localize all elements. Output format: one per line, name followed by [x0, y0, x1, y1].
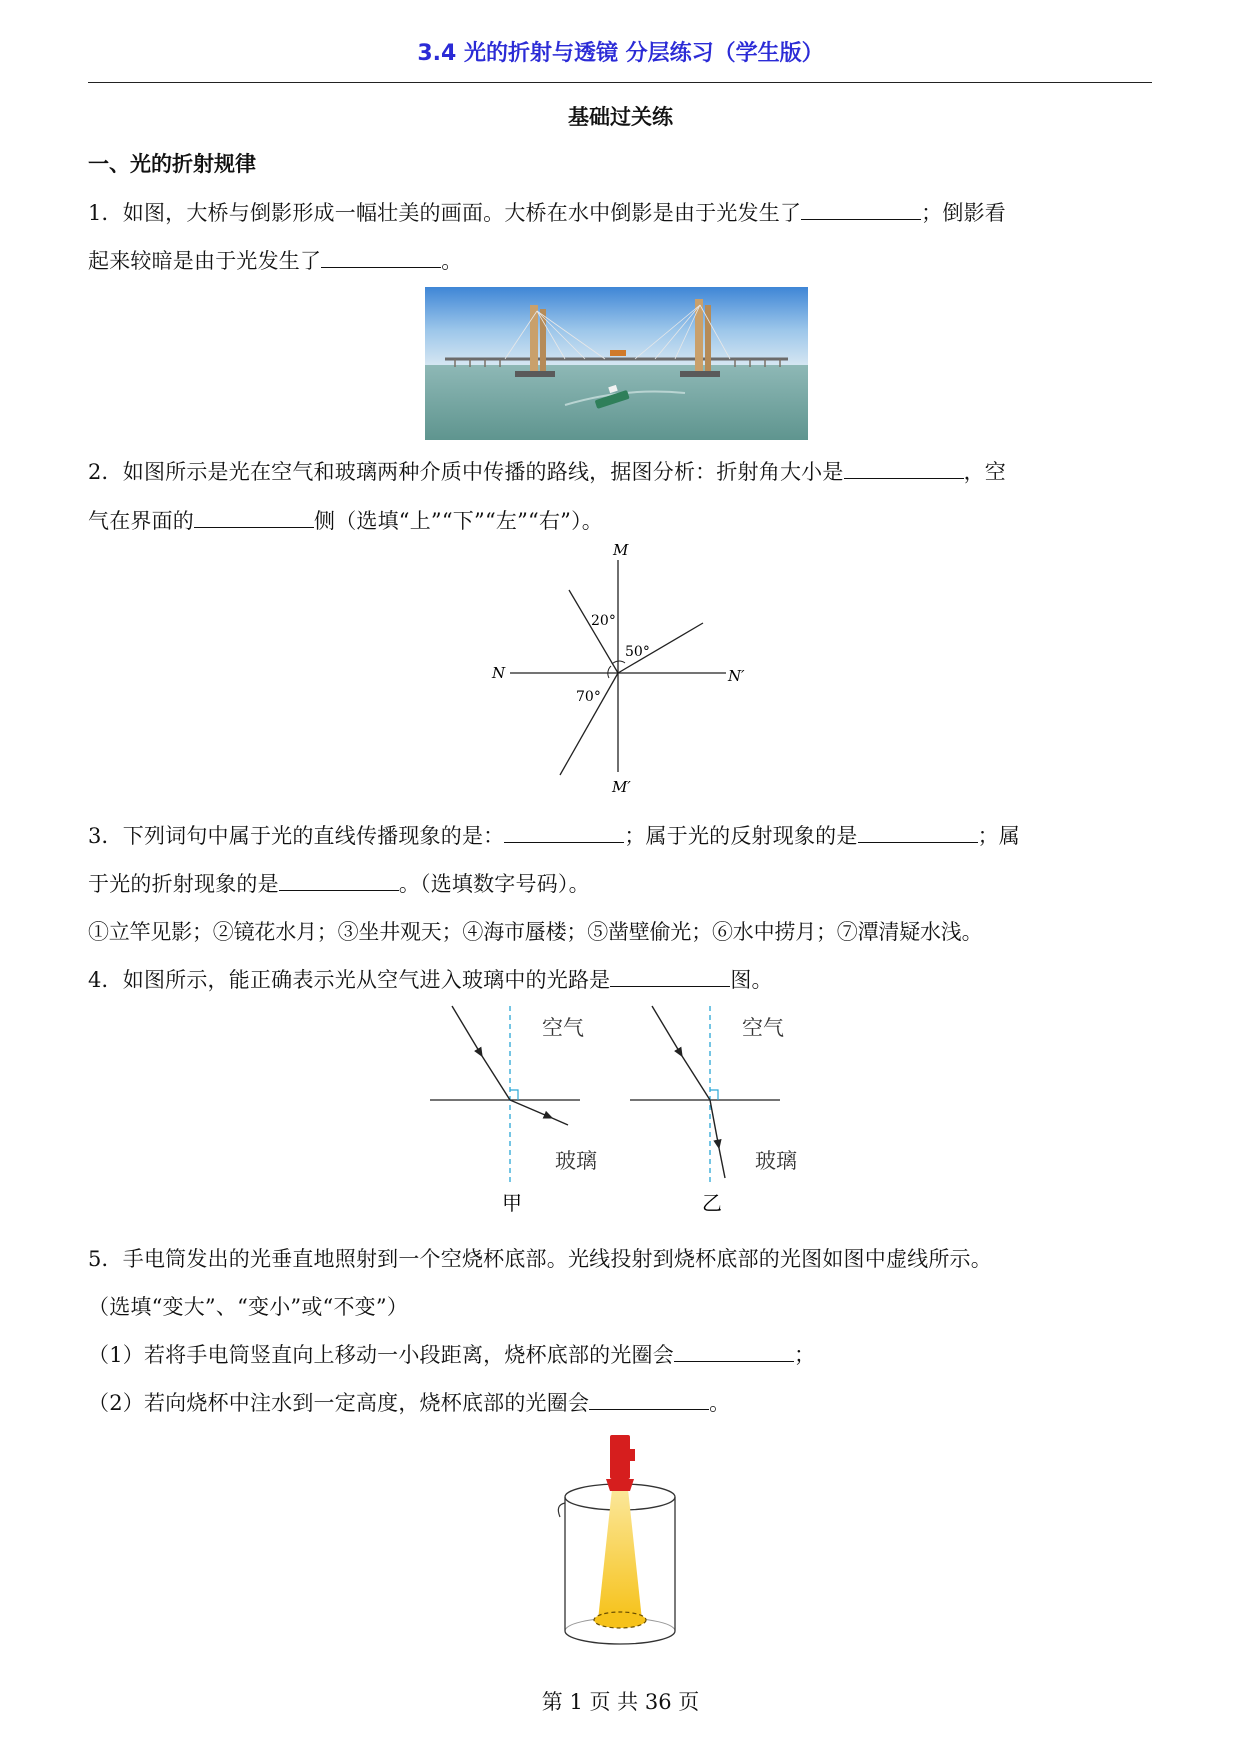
q5-sub2-end: 。 — [709, 1391, 731, 1415]
q2-line1 — [88, 456, 1006, 486]
q5-line2: （选填“变大”、“变小”或“不变”） — [88, 1295, 409, 1319]
refraction-angle-diagram — [488, 540, 758, 800]
q1-blank-2 — [321, 245, 441, 268]
q1-text-c: 起来较暗是由于光发生了 — [88, 249, 322, 273]
q4-text-a: 4．如图所示，能正确表示光从空气进入玻璃中的光路是 — [88, 968, 611, 992]
angle-70: 70° — [576, 689, 601, 705]
q2-text-a: 2．如图所示是光在空气和玻璃两种介质中传播的路线，据图分析：折射角大小是 — [88, 460, 844, 484]
q3-line1 — [88, 820, 1020, 850]
q3-text-b: ；属于光的反射现象的是 — [624, 824, 858, 848]
q5-sub1 — [88, 1339, 815, 1369]
flashlight-beaker-diagram — [550, 1425, 690, 1650]
q2-blank-1 — [844, 456, 964, 479]
header-rule — [88, 82, 1152, 83]
q3-text-e: 。（选填数字号码）。 — [398, 872, 590, 896]
angle-50: 50° — [625, 644, 650, 660]
q5-blank-2 — [589, 1387, 709, 1410]
part-title: 一、光的折射规律 — [88, 152, 256, 176]
label-n: N — [492, 664, 506, 682]
q2-blank-2 — [194, 505, 314, 528]
label-n-prime: N′ — [728, 667, 745, 685]
q3-text-a: 3．下列词句中属于光的直线传播现象的是： — [88, 824, 505, 848]
label-yi: 乙 — [702, 1191, 722, 1215]
q3-options: ①立竿见影；②镜花水月；③坐井观天；④海市蜃楼；⑤凿壁偷光；⑥水中捞月；⑦潭清疑水浅。 — [88, 920, 983, 944]
q5-line1: 5．手电筒发出的光垂直地照射到一个空烧杯底部。光线投射到烧杯底部的光图如图中虚线所示。 — [88, 1247, 992, 1271]
q2-line2 — [88, 505, 603, 535]
q2-text-c: 气在界面的 — [88, 509, 194, 533]
label-jia: 甲 — [502, 1191, 522, 1215]
q5-sub2-text: （2）若向烧杯中注水到一定高度，烧杯底部的光圈会 — [88, 1391, 590, 1415]
document-title: 3.4 光的折射与透镜 分层练习（学生版） — [417, 41, 824, 66]
q3-line2 — [88, 868, 590, 898]
q4-line1 — [88, 964, 773, 994]
q5-sub2 — [88, 1387, 730, 1417]
diagram-yi — [630, 1006, 797, 1215]
q3-blank-2 — [858, 820, 978, 843]
label-m-prime: M′ — [612, 778, 631, 796]
q5-blank-1 — [674, 1339, 794, 1362]
q1-line2 — [88, 245, 462, 275]
q1-text-a: 1．如图，大桥与倒影形成一幅壮美的画面。大桥在水中倒影是由于光发生了 — [88, 201, 802, 225]
label-m: M — [613, 541, 629, 559]
light-path-diagrams — [430, 1000, 810, 1220]
q1-text-d: 。 — [441, 249, 463, 273]
page-footer: 第 1 页 共 36 页 — [541, 1690, 700, 1714]
glass-label-b: 玻璃 — [755, 1149, 797, 1173]
q3-text-c: ；属 — [977, 824, 1020, 848]
q3-text-d: 于光的折射现象的是 — [88, 872, 279, 896]
section-title: 基础过关练 — [568, 105, 673, 129]
diagram-jia — [430, 1006, 597, 1215]
q3-blank-3 — [279, 868, 399, 891]
q4-blank-1 — [610, 964, 730, 987]
q2-text-d: 侧（选填“上”“下”“左”“右”）。 — [314, 509, 603, 533]
q1-text-b: ；倒影看 — [921, 201, 1006, 225]
q1-line1 — [88, 197, 1006, 227]
q3-blank-1 — [504, 820, 624, 843]
q5-sub1-text: （1）若将手电筒竖直向上移动一小段距离，烧杯底部的光圈会 — [88, 1343, 674, 1367]
bridge-photo — [425, 287, 808, 440]
q4-text-b: 图。 — [730, 968, 773, 992]
q1-blank-1 — [801, 197, 921, 220]
angle-20: 20° — [591, 613, 616, 629]
glass-label-a: 玻璃 — [555, 1149, 597, 1173]
q2-text-b: ，空 — [963, 460, 1006, 484]
q5-sub1-end: ； — [793, 1343, 816, 1367]
air-label-b: 空气 — [742, 1016, 784, 1040]
air-label-a: 空气 — [542, 1016, 584, 1040]
